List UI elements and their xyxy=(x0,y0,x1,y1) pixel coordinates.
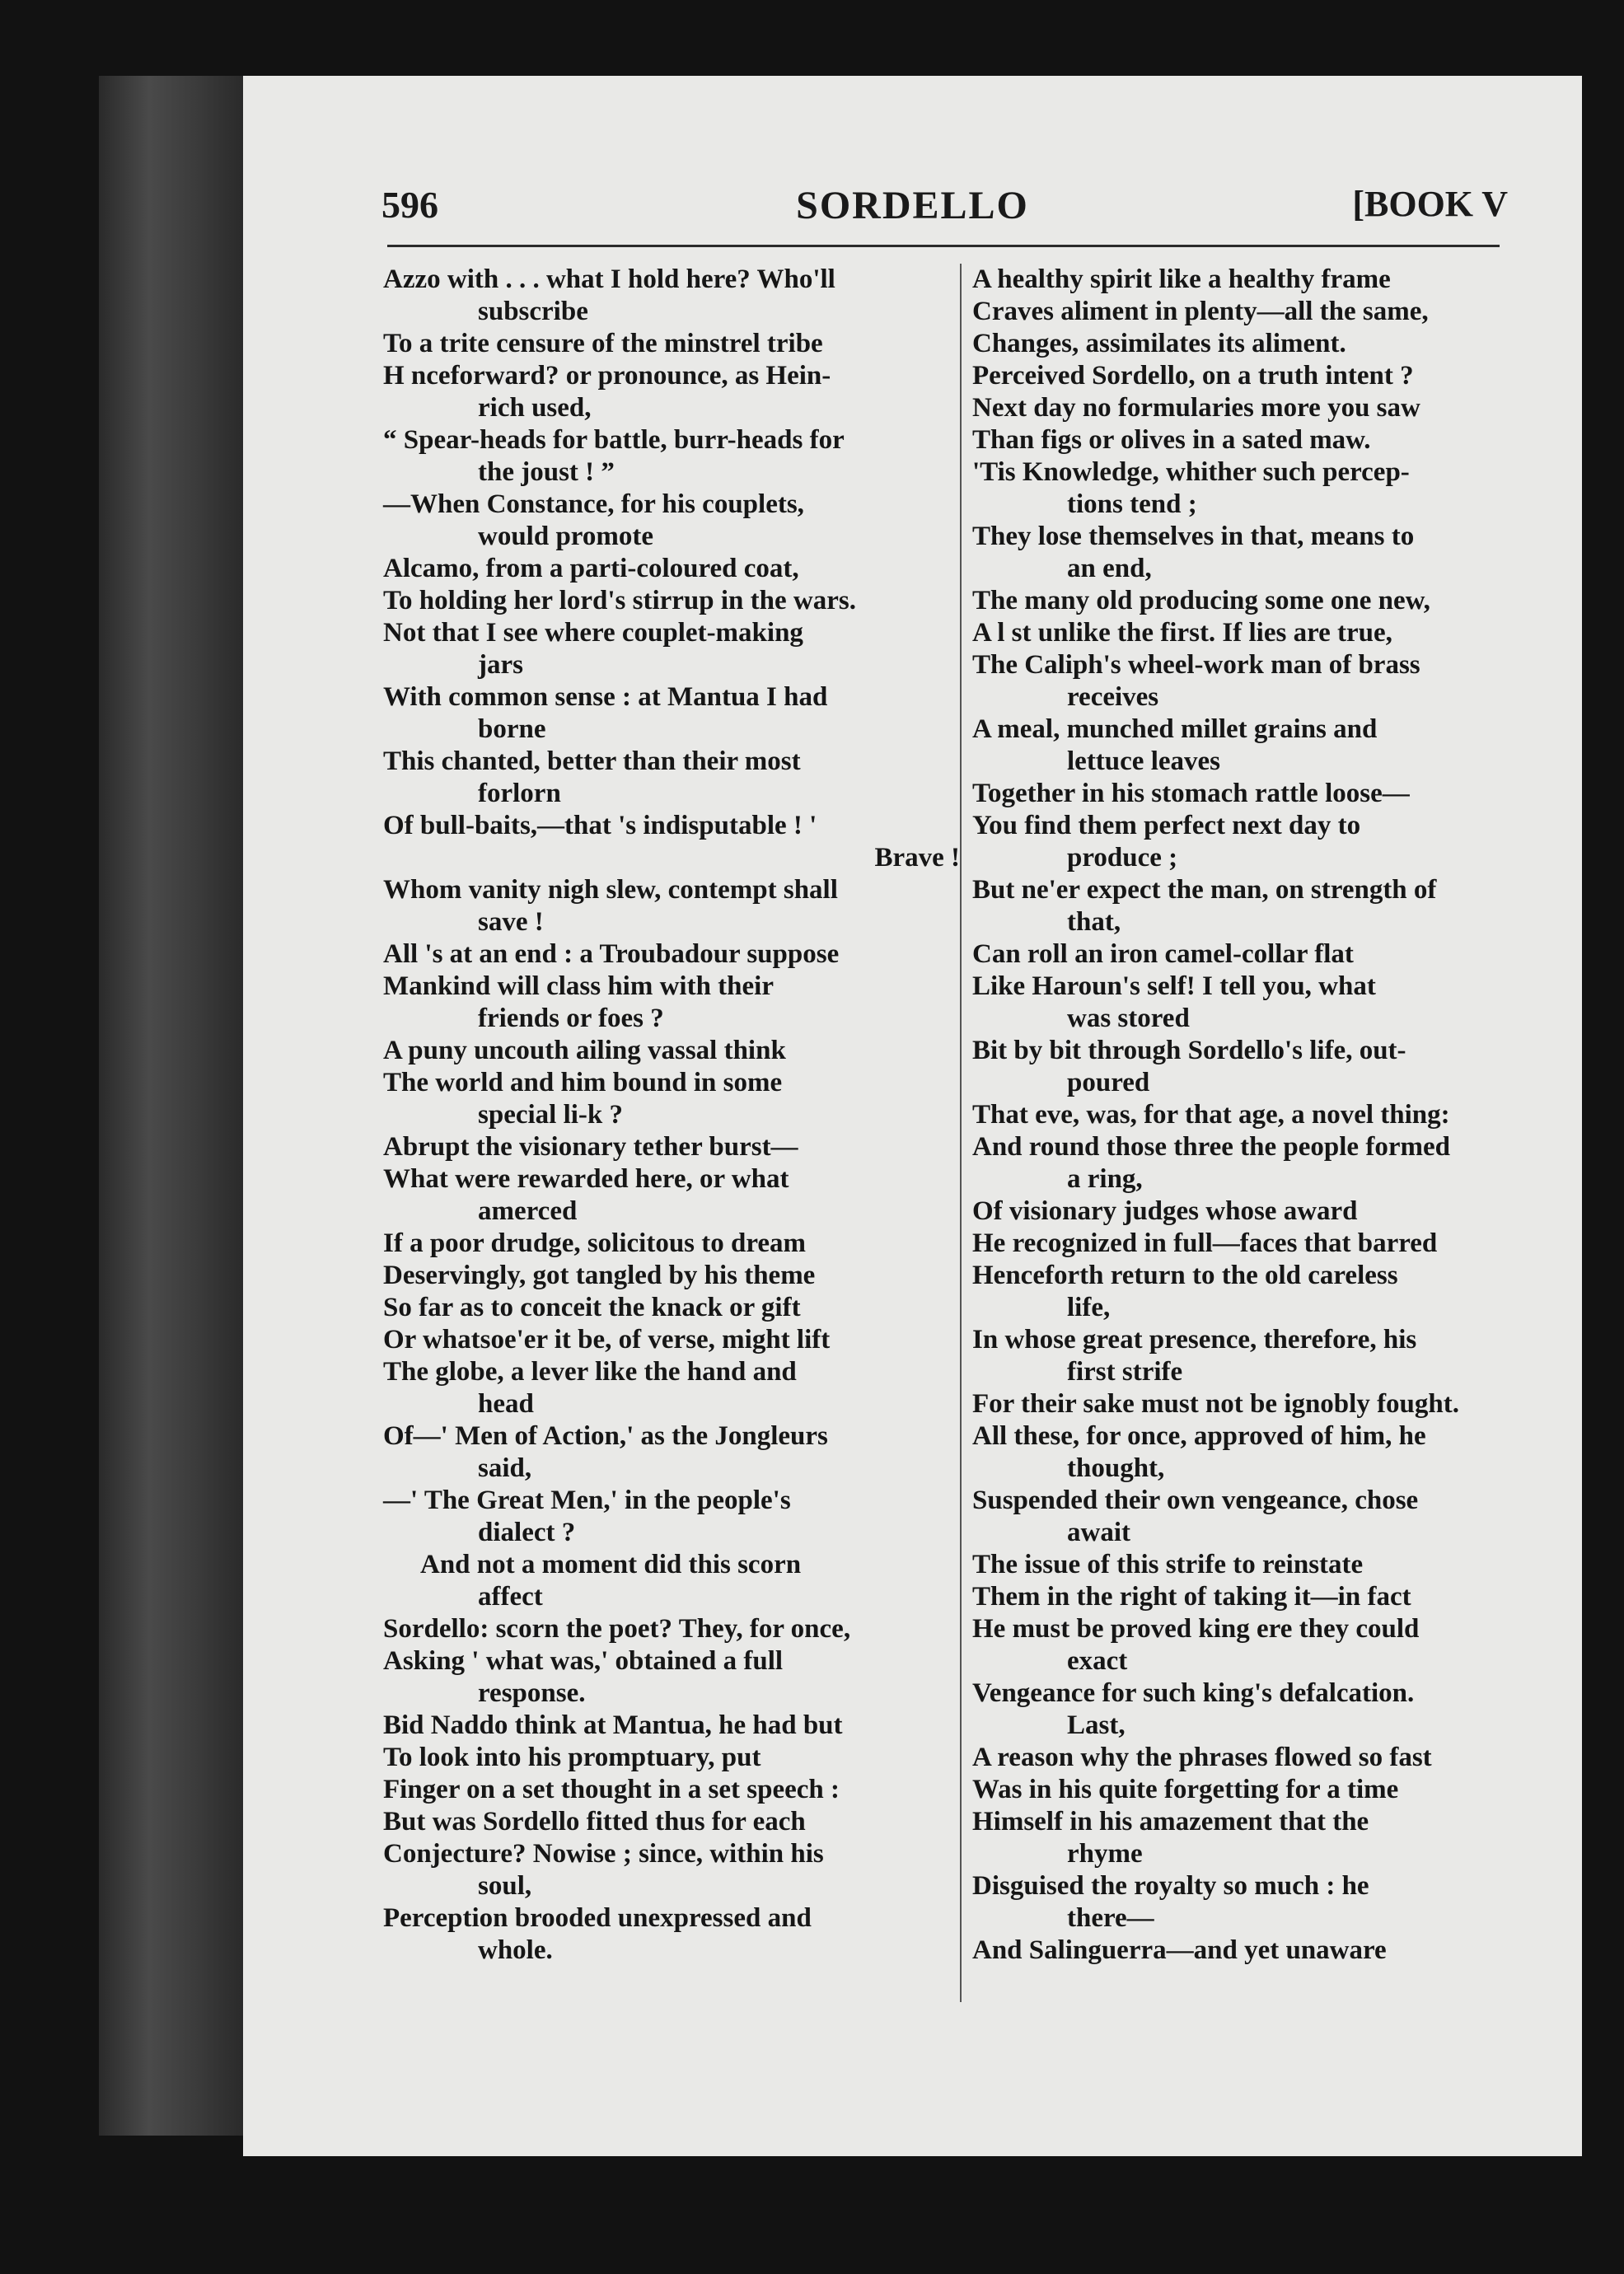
verse-line: Of visionary judges whose award xyxy=(972,1196,1358,1226)
verse-line: Finger on a set thought in a set speech : xyxy=(383,1775,840,1804)
verse-line: Asking ' what was,' obtained a full xyxy=(383,1646,784,1676)
verse-line: Or whatsoe'er it be, of verse, might lift xyxy=(383,1325,831,1355)
verse-line: was stored xyxy=(1067,1004,1190,1033)
verse-line: A puny uncouth ailing vassal think xyxy=(383,1036,786,1065)
right-column xyxy=(972,264,1549,1967)
verse-line: tions tend ; xyxy=(1067,489,1197,519)
verse-line: Brave ! xyxy=(874,843,960,873)
verse-line: affect xyxy=(478,1582,543,1612)
verse-line: Perceived Sordello, on a truth intent ? xyxy=(972,361,1414,391)
verse-line: forlorn xyxy=(478,779,561,808)
verse-line: Like Haroun's self! I tell you, what xyxy=(972,971,1376,1001)
header-rule xyxy=(387,245,1500,247)
verse-line: borne xyxy=(478,714,546,744)
verse-line: Them in the right of taking it—in fact xyxy=(972,1582,1411,1612)
verse-line: Not that I see where couplet-making xyxy=(383,618,803,648)
verse-line: amerced xyxy=(478,1196,578,1226)
verse-line: A l st unlike the first. If lies are true, xyxy=(972,618,1392,648)
verse-line: an end, xyxy=(1067,554,1152,583)
verse-line: Perception brooded unexpressed and xyxy=(383,1903,812,1933)
verse-line: first strife xyxy=(1067,1357,1183,1387)
verse-line: The world and him bound in some xyxy=(383,1068,783,1097)
page-title: SORDELLO xyxy=(796,184,1029,227)
verse-line: And round those three the people formed xyxy=(972,1132,1450,1162)
verse-line: Together in his stomach rattle loose— xyxy=(972,779,1410,808)
verse-line: whole. xyxy=(478,1935,553,1965)
verse-line: Alcamo, from a parti-coloured coat, xyxy=(383,554,799,583)
verse-line: Whom vanity nigh slew, contempt shall xyxy=(383,875,838,905)
verse-line: jars xyxy=(478,650,523,680)
verse-line: But ne'er expect the man, on strength of xyxy=(972,875,1437,905)
verse-line: rhyme xyxy=(1067,1839,1143,1869)
verse-line: He must be proved king ere they could xyxy=(972,1614,1420,1644)
verse-line: Bit by bit through Sordello's life, out- xyxy=(972,1036,1406,1065)
verse-line: receives xyxy=(1067,682,1159,712)
verse-line: await xyxy=(1067,1518,1130,1547)
verse-line: Abrupt the visionary tether burst— xyxy=(383,1132,798,1162)
verse-line: And Salinguerra—and yet unaware xyxy=(972,1935,1387,1965)
verse-line: a ring, xyxy=(1067,1164,1143,1194)
left-column xyxy=(383,264,960,1967)
verse-line: —When Constance, for his couplets, xyxy=(383,489,804,519)
verse-line: save ! xyxy=(478,907,544,937)
verse-line: said, xyxy=(478,1453,532,1483)
verse-line: Vengeance for such king's defalcation. xyxy=(972,1678,1415,1708)
column-divider xyxy=(960,264,962,2002)
verse-line: rich used, xyxy=(478,393,592,423)
verse-line: Bid Naddo think at Mantua, he had but xyxy=(383,1710,843,1740)
verse-line: Deservingly, got tangled by his theme xyxy=(383,1261,816,1290)
book-page xyxy=(243,76,1582,2156)
page-number: 596 xyxy=(381,184,438,226)
verse-line: Of—' Men of Action,' as the Jongleurs xyxy=(383,1421,828,1451)
verse-line: response. xyxy=(478,1678,586,1708)
verse-line: friends or foes ? xyxy=(478,1004,664,1033)
running-header xyxy=(243,183,1582,249)
verse-line: In whose great presence, therefore, his xyxy=(972,1325,1417,1355)
book-label: [BOOK V xyxy=(1352,184,1508,224)
verse-line: The issue of this strife to reinstate xyxy=(972,1550,1364,1579)
verse-line: Himself in his amazement that the xyxy=(972,1807,1369,1837)
verse-line: Mankind will class him with their xyxy=(383,971,774,1001)
verse-line: He recognized in full—faces that barred xyxy=(972,1228,1438,1258)
verse-line: Conjecture? Nowise ; since, within his xyxy=(383,1839,824,1869)
verse-line: Than figs or olives in a sated maw. xyxy=(972,425,1371,455)
verse-line: Craves aliment in plenty—all the same, xyxy=(972,297,1429,326)
verse-line: So far as to conceit the knack or gift xyxy=(383,1293,801,1322)
verse-line: To holding her lord's stirrup in the wars. xyxy=(383,586,856,615)
verse-line: All these, for once, approved of him, he xyxy=(972,1421,1426,1451)
verse-line: That eve, was, for that age, a novel thing: xyxy=(972,1100,1450,1130)
verse-line: If a poor drudge, solicitous to dream xyxy=(383,1228,807,1258)
verse-line: life, xyxy=(1067,1293,1111,1322)
verse-line: To look into his promptuary, put xyxy=(383,1743,761,1772)
verse-line: But was Sordello fitted thus for each xyxy=(383,1807,806,1837)
verse-line: A reason why the phrases flowed so fast xyxy=(972,1743,1432,1772)
verse-line: —' The Great Men,' in the people's xyxy=(383,1486,791,1515)
verse-line: You find them perfect next day to xyxy=(972,811,1361,840)
verse-line: poured xyxy=(1067,1068,1150,1097)
verse-line: H nceforward? or pronounce, as Hein- xyxy=(383,361,831,391)
verse-line: produce ; xyxy=(1067,843,1178,873)
verse-line: To a trite censure of the minstrel tribe xyxy=(383,329,823,358)
verse-line: lettuce leaves xyxy=(1067,746,1220,776)
verse-line: Can roll an iron camel-collar flat xyxy=(972,939,1354,969)
verse-line: Disguised the royalty so much : he xyxy=(972,1871,1369,1901)
verse-line: What were rewarded here, or what xyxy=(383,1164,789,1194)
verse-line: there— xyxy=(1067,1903,1154,1933)
verse-line: Azzo with . . . what I hold here? Who'll xyxy=(383,264,835,294)
verse-line: subscribe xyxy=(478,297,588,326)
verse-line: The many old producing some one new, xyxy=(972,586,1430,615)
verse-line: head xyxy=(478,1389,534,1419)
verse-line: Of bull-baits,—that 's indisputable ! ' xyxy=(383,811,817,840)
verse-line: All 's at an end : a Troubadour suppose xyxy=(383,939,840,969)
verse-line: Was in his quite forgetting for a time xyxy=(972,1775,1399,1804)
verse-line: The globe, a lever like the hand and xyxy=(383,1357,797,1387)
verse-line: Sordello: scorn the poet? They, for once, xyxy=(383,1614,851,1644)
verse-line: Henceforth return to the old careless xyxy=(972,1261,1398,1290)
verse-line: They lose themselves in that, means to xyxy=(972,522,1415,551)
verse-line: 'Tis Knowledge, whither such percep- xyxy=(972,457,1410,487)
verse-line: Suspended their own vengeance, chose xyxy=(972,1486,1419,1515)
verse-line: special li-k ? xyxy=(478,1100,624,1130)
verse-line: Last, xyxy=(1067,1710,1126,1740)
book-spine xyxy=(99,76,243,2136)
verse-line: dialect ? xyxy=(478,1518,576,1547)
verse-line: Changes, assimilates its aliment. xyxy=(972,329,1346,358)
verse-line: The Caliph's wheel-work man of brass xyxy=(972,650,1420,680)
verse-line: soul, xyxy=(478,1871,532,1901)
verse-line: This chanted, better than their most xyxy=(383,746,801,776)
verse-line: would promote xyxy=(478,522,653,551)
verse-line: For their sake must not be ignobly fought. xyxy=(972,1389,1460,1419)
verse-line: the joust ! ” xyxy=(478,457,615,487)
verse-line: exact xyxy=(1067,1646,1128,1676)
verse-line: thought, xyxy=(1067,1453,1165,1483)
verse-line: A meal, munched millet grains and xyxy=(972,714,1378,744)
verse-line: A healthy spirit like a healthy frame xyxy=(972,264,1391,294)
verse-line: that, xyxy=(1067,907,1121,937)
verse-line: With common sense : at Mantua I had xyxy=(383,682,828,712)
verse-line: Next day no formularies more you saw xyxy=(972,393,1420,423)
verse-line: “ Spear-heads for battle, burr-heads for xyxy=(383,425,845,455)
verse-line: And not a moment did this scorn xyxy=(420,1550,802,1579)
